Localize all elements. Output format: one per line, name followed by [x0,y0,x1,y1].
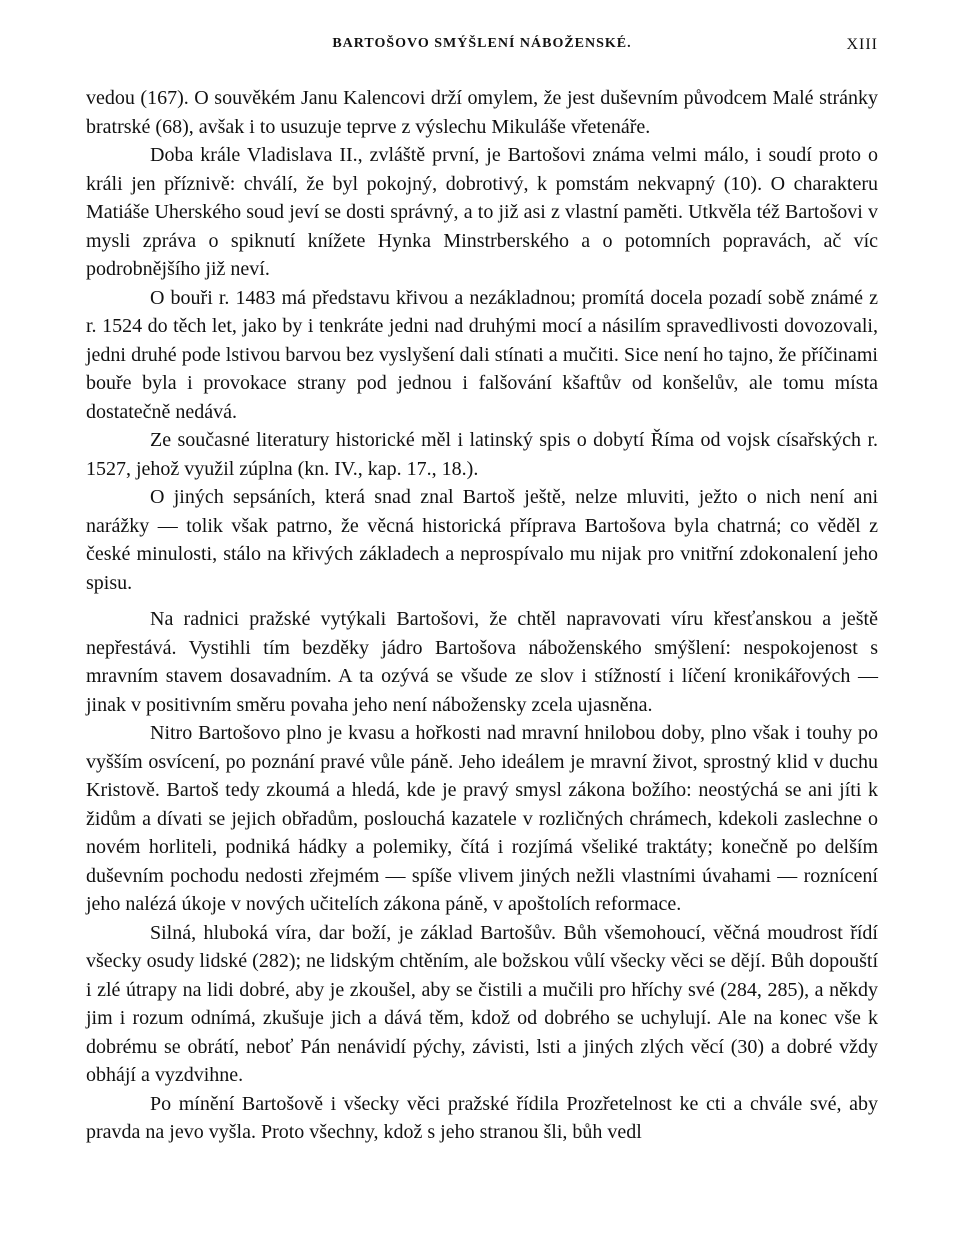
paragraph-4: Ze současné literatury historické měl i latinský spis o dobytí Říma od vojsk císařských r. 1527, jehož využil zúplna (kn. IV., kap. 17., 18.). [86,429,878,480]
paragraph-5: O jiných sepsáních, která snad znal Bartoš ještě, nelze mluviti, ježto o nich není ani narážky — tolik však patrno, že věcná historická příprava Bartošova byla chatrná; co věděl z české minulosti, stálo na křivých základech a neprospívalo mu nijak pro vnitřní zdokonalení jeho spisu. [86,486,878,594]
paragraph-1: vedou (167). O souvěkém Janu Kalencovi drží omylem, že jest duševním původcem Malé stránky bratrské (68), avšak i to usuzuje teprve z výslechu Mikuláše vřetenáře. [86,87,878,138]
page-number: XIII [846,36,878,53]
paragraph-2: Doba krále Vladislava II., zvláště první, je Bartošovi známa velmi málo, i soudí proto o králi jen příznivě: chválí, že byl pokojný, dobrotivý, k pomstám nekvapný (10). O charakteru Matiáše Uherského soud jeví se dosti správný, a to již asi z vlastní paměti. Utkvěla též Bartošovi v mysli zpráva o spiknutí knížete Hynka Minstrberského a o potomních popravách, ač víc podrobnějšího již neví. [86,144,878,280]
paragraph-7: Nitro Bartošovo plno je kvasu a hořkosti nad mravní hnilobou doby, plno však i touhy po vyšším osvícení, po poznání pravé vůle páně. Jeho ideálem je mravní život, sprostný klid v duchu Kristově. Bartoš tedy zkoumá a hledá, kde je pravý smysl zákona božího: neostýchá se ani jíti k židům a dívati se jejich obřadům, poslouchá kazatele v rozličných chrámech, kdekoli zaslechne o novém horliteli, podniká hádky a polemiky, čítá i rozjímá všeliké traktáty; konečně po delším duševním pochodu nedosti zřejmém — spíše vlivem jiných nežli vlastními úvahami — roznícení jeho nalézá úkoje v nových učitelích zákona páně, v apoštolích reformace. [86,722,878,915]
section-gap [86,597,878,605]
paragraph-3: O bouři r. 1483 má představu křivou a nezákladnou; promítá docela pozadí sobě známé z r. 1524 do těch let, jako by i tenkráte jedni nad druhými mocí a násilím spravedlivosti dovozovali, jedni druhé pode lstivou barvou bez vyslyšení dali stínati a mučiti. Sice není ho tajno, že příčinami bouře byla i provokace strany pod jednou i falšování kšaftův od konšelův, ale tomu místa dostatečně nedává. [86,286,878,423]
page-body [86,84,878,1147]
book-page [86,36,878,1147]
paragraph-9: Po mínění Bartošově i všecky věci pražské řídila Prozřetelnost ke cti a chvále své, aby pravda na jevo vyšla. Proto všechny, kdož s jeho stranou šli, bůh vedl [86,1092,878,1143]
paragraph-6: Na radnici pražské vytýkali Bartošovi, že chtěl napravovati víru křesťanskou a ještě nepřestává. Vystihli tím bezděky jádro Bartošova náboženského smýšlení: nespokojenost s mravním stavem dosavadním. A ta ozývá se všude ze slov i stížností i líčení kronikářových — jinak v positivním směru povaha jeho není nábožensky zcela ujasněna. [86,608,878,716]
running-title: BARTOŠOVO SMÝŠLENÍ NÁBOŽENSKÉ. [332,36,632,51]
paragraph-8: Silná, hluboká víra, dar boží, je základ Bartošův. Bůh všemohoucí, věčná moudrost řídí všecky osudy lidské (282); ne lidským chtěním, ale božskou vůlí všecky věci se dějí. Bůh dopouští i zlé útrapy na lidi dobré, aby je zkoušel, aby se čistili a mučili pro hříchy své (284, 285), a někdy jim i rozum odnímá, zkušuje jich a dává těm, kdož od dobrého se uchylují. Ale na konec vše k dobrému se obrátí, neboť Pán nenávidí pýchy, závisti, lsti a jiných zlých věcí (30) a dobré vždy obhájí a vyzdvihne. [86,921,878,1086]
running-header [86,36,878,66]
